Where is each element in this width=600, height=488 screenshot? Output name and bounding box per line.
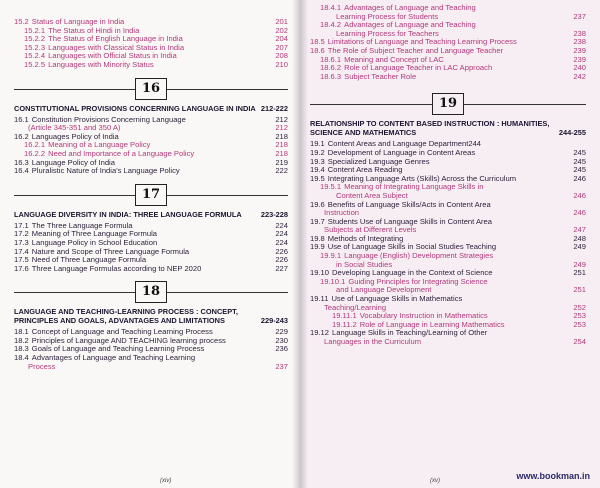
toc-entry-number: 19.5.1 xyxy=(320,182,342,192)
toc-entry-page: 218 xyxy=(275,148,288,158)
toc-entry xyxy=(14,363,288,372)
toc-entry-title: Goals of Language and Teaching Learning Process xyxy=(31,344,205,354)
toc-entry-page: 239 xyxy=(573,54,586,64)
toc-entry-page: 212 xyxy=(275,114,288,124)
toc-entry-title: Subjects at Different Levels xyxy=(324,225,417,235)
chapter-title-text: LANGUAGE AND TEACHING-LEARNING PROCESS : CONCEPT, PRINCIPLES AND GOALS, ADVANTAGES AND LIMITATIONS xyxy=(14,307,238,326)
toc-entry-title: Instruction xyxy=(324,208,360,218)
toc-entry-page: 246 xyxy=(573,190,586,200)
toc-entry-page: 245 xyxy=(573,147,586,157)
toc-entry-page: 227 xyxy=(275,263,288,273)
toc-entry-page: 226 xyxy=(275,255,288,265)
right-chapter xyxy=(310,81,586,346)
toc-entry-title: Role of Language Teacher in LAC Approach xyxy=(344,63,493,73)
toc-entry-page: 218 xyxy=(275,140,288,150)
book-gutter xyxy=(292,0,308,488)
toc-entry-title: Vocabulary Instruction in Mathematics xyxy=(359,311,488,321)
toc-entry xyxy=(14,167,288,176)
toc-entry-title: Subject Teacher Role xyxy=(344,71,417,81)
toc-entry-title: Content Area Reading xyxy=(327,165,403,175)
toc-entry-number: 18.4.1 xyxy=(320,3,342,12)
toc-entry-title: Meaning of Integrating Language Skills in xyxy=(344,182,484,192)
toc-entry-number: 16.2.1 xyxy=(24,140,46,150)
toc-entry-title: Language Policy of India xyxy=(31,157,115,167)
toc-entry-number: 17.5 xyxy=(14,255,29,265)
toc-entry-title: Development of Language in Content Areas xyxy=(327,147,476,157)
toc-entry-number: 18.6.3 xyxy=(320,71,342,81)
toc-entry-title: Use of Language Skills in Mathematics xyxy=(331,294,463,304)
chapter-number-box xyxy=(14,184,288,206)
toc-entry-page: 226 xyxy=(275,246,288,256)
toc-entry-title: Languages with Classical Status in India xyxy=(48,42,185,52)
toc-entry-title: Use of Language Skills in Social Studies Teaching xyxy=(327,242,497,252)
chapter-page-range: 223-228 xyxy=(260,209,288,219)
toc-entry-number: 18.3 xyxy=(14,344,29,354)
toc-entry-number: 16.2.2 xyxy=(24,148,46,158)
toc-entry-number: 16.1 xyxy=(14,114,29,124)
toc-entry-title: Constitution Provisions Concerning Language xyxy=(31,114,186,124)
toc-entry-page: 224 xyxy=(275,220,288,230)
chapter-page-range: 212-222 xyxy=(260,103,288,113)
toc-entry xyxy=(14,354,288,363)
toc-entry-title: Advantages of Language and Teaching Learning xyxy=(31,353,196,363)
toc-entry-title: Content Areas and Language Department244 xyxy=(327,139,482,149)
toc-entry-title: Meaning and Concept of LAC xyxy=(344,54,444,64)
toc-entry-page: 242 xyxy=(573,71,586,81)
toc-entry-number: 19.11.2 xyxy=(332,319,357,329)
toc-entry-number: 16.3 xyxy=(14,157,29,167)
toc-entry-number: 19.9.1 xyxy=(320,251,342,261)
toc-entry-number: 19.7 xyxy=(310,216,325,226)
toc-entry-number: 19.11.1 xyxy=(332,311,357,321)
toc-entry-title: Process xyxy=(28,361,56,371)
chapter-number-box xyxy=(14,281,288,303)
chapter-title xyxy=(14,210,288,219)
toc-entry-number: 19.4 xyxy=(310,165,325,175)
toc-entry-page: 202 xyxy=(275,25,288,35)
chapter-number-box xyxy=(310,93,586,115)
chapter-number: 17 xyxy=(135,184,167,206)
chapter-number: 16 xyxy=(135,78,167,100)
toc-entry-title: Specialized Language Genres xyxy=(327,156,430,166)
toc-entry-title: Languages Policy of India xyxy=(31,131,119,141)
toc-entry-page: 236 xyxy=(275,344,288,354)
toc-entry-number: 18.5 xyxy=(310,37,325,47)
toc-entry-page: 237 xyxy=(573,11,586,21)
toc-entry-page: 246 xyxy=(573,208,586,218)
toc-entry-number: 18.6.1 xyxy=(320,54,342,64)
toc-entry-title: Language (English) Development Strategies xyxy=(344,251,494,261)
toc-entry-number: 18.4 xyxy=(14,353,29,363)
toc-entry-title: Learning Process for Students xyxy=(336,11,439,21)
toc-entry-number: 19.6 xyxy=(310,199,325,209)
toc-entry-page: 246 xyxy=(573,173,586,183)
toc-entry-title: Advantages of Language and Teaching xyxy=(344,3,476,12)
toc-entry-title: Teaching/Learning xyxy=(324,302,387,312)
chapter-section xyxy=(14,281,288,371)
chapter-number: 19 xyxy=(432,93,464,115)
toc-entry-page: 249 xyxy=(573,259,586,269)
toc-entry-page: 254 xyxy=(573,337,586,346)
toc-entry-title: The Three Language Formula xyxy=(31,220,133,230)
toc-entry-title: Languages with Minority Status xyxy=(48,59,154,69)
chapter-title xyxy=(310,119,586,137)
toc-entry-number: 17.6 xyxy=(14,263,29,273)
chapter-page-range: 229-243 xyxy=(260,316,288,326)
toc-entry-page: 218 xyxy=(275,131,288,141)
toc-entry-page: 238 xyxy=(573,28,586,38)
spacer xyxy=(14,176,288,180)
toc-entry-title: Developing Language in the Context of Science xyxy=(332,268,493,278)
left-chapters xyxy=(14,70,288,372)
toc-entry-number: 15.2.2 xyxy=(24,34,46,44)
toc-entry-page: 251 xyxy=(573,268,586,278)
toc-entry-page: 247 xyxy=(573,225,586,235)
toc-entry-title: Meaning of a Language Policy xyxy=(48,140,151,150)
toc-entry-title: Concept of Language and Teaching Learning Process xyxy=(31,327,213,337)
toc-entry-title: Status of Language in India xyxy=(31,17,125,26)
toc-entry-page: 245 xyxy=(573,165,586,175)
toc-entry-page: 248 xyxy=(573,233,586,243)
toc-entry-page: 249 xyxy=(573,242,586,252)
toc-entry-page: 253 xyxy=(573,311,586,321)
toc-entry-title: The Status of Hindi in India xyxy=(48,25,140,35)
toc-entry-page: 219 xyxy=(275,157,288,167)
toc-entry-number: 18.2 xyxy=(14,335,29,345)
chapter-title xyxy=(14,104,288,113)
toc-entry-number: 19.9 xyxy=(310,242,325,252)
toc-entry-page: 210 xyxy=(275,59,288,69)
toc-entry-title: Principles of Language AND TEACHING learning process xyxy=(31,335,226,345)
chapter-title-text: CONSTITUTIONAL PROVISIONS CONCERNING LANGUAGE IN INDIA xyxy=(14,103,256,113)
toc-entry-number: 19.5 xyxy=(310,173,325,183)
toc-entry-number: 15.2.4 xyxy=(24,51,46,61)
toc-entry-number: 16.4 xyxy=(14,166,29,176)
toc-entry-number: 15.2.1 xyxy=(24,25,46,35)
toc-entry-title: The Role of Subject Teacher and Language Teacher xyxy=(327,45,504,55)
toc-entry-title: The Status of English Language in India xyxy=(48,34,183,44)
toc-entry xyxy=(14,265,288,274)
toc-entry-page: 222 xyxy=(275,166,288,176)
toc-entry-page: 253 xyxy=(573,319,586,329)
toc-entry-number: 19.1 xyxy=(310,139,325,149)
toc-entry-number: 15.2.5 xyxy=(24,59,46,69)
toc-entry-title: Students Use of Language Skills in Content Area xyxy=(327,216,492,226)
toc-entry-title: Content Area Subject xyxy=(336,190,408,200)
toc-entry-title: Need of Three Language Formula xyxy=(31,255,147,265)
toc-entry-page: 229 xyxy=(275,327,288,337)
right-page-number: (xv) xyxy=(430,478,440,484)
toc-entry-page: 208 xyxy=(275,51,288,61)
toc-entry-title: Guiding Principles for Integrating Science xyxy=(348,276,488,286)
toc-entry-title: Language Policy in School Education xyxy=(31,237,158,247)
toc-entry-number: 19.12 xyxy=(310,328,330,338)
toc-entry-title: Benefits of Language Skills/Acts in Content Area xyxy=(327,199,491,209)
chapter-title-text: RELATIONSHIP TO CONTENT BASED INSTRUCTION : HUMANITIES, SCIENCE AND MATHEMATICS xyxy=(310,119,550,138)
toc-entry-number: 19.8 xyxy=(310,233,325,243)
spacer xyxy=(310,81,586,89)
toc-entry-title: Nature and Scope of Three Language Formula xyxy=(31,246,190,256)
toc-entry-title: Integrating Language Arts (Skills) Across the Curriculum xyxy=(327,173,517,183)
toc-entry-page: 237 xyxy=(275,361,288,371)
chapter-title-text: LANGUAGE DIVERSITY IN INDIA: THREE LANGUAGE FORMULA xyxy=(14,209,242,219)
chapter-number: 18 xyxy=(135,281,167,303)
toc-entry-number: 19.2 xyxy=(310,147,325,157)
watermark: www.bookman.in xyxy=(516,471,590,481)
chapter-title xyxy=(14,307,288,325)
toc-entry xyxy=(310,338,586,347)
toc-entry-page: 224 xyxy=(275,237,288,247)
toc-entry-title: and Language Development xyxy=(336,285,432,295)
toc-entry-page: 239 xyxy=(573,45,586,55)
left-top-entries xyxy=(14,18,288,70)
toc-entry-number: 18.6.2 xyxy=(320,63,342,73)
toc-entry-title: Advantages of Language and Teaching xyxy=(344,20,476,30)
chapter-number-box xyxy=(14,78,288,100)
toc-entry-number: 19.10 xyxy=(310,268,330,278)
toc-entry-page: 212 xyxy=(275,123,288,133)
toc-entry-title: Limitations of Language and Teaching Learning Process xyxy=(327,37,517,47)
toc-entry-number: 17.2 xyxy=(14,229,29,239)
toc-entry-number: 18.4.2 xyxy=(320,20,342,30)
toc-entry-page: 238 xyxy=(573,37,586,47)
chapter-section xyxy=(14,78,288,176)
toc-entry-title: (Article 345-351 and 350 A) xyxy=(28,123,121,133)
right-page xyxy=(300,0,600,488)
toc-entry-title: Three Language Formulas according to NEP 2020 xyxy=(31,263,202,273)
toc-entry-title: Need and Importance of a Language Policy xyxy=(48,148,195,158)
chapter-section xyxy=(14,184,288,274)
chapter-page-range: 244-255 xyxy=(558,128,586,138)
toc-entry-number: 16.2 xyxy=(14,131,29,141)
chapter-section xyxy=(310,93,586,346)
toc-entry-title: Languages with Official Status in India xyxy=(48,51,177,61)
toc-entry-title: Learning Process for Teachers xyxy=(336,28,439,38)
toc-entry-number: 15.2 xyxy=(14,17,29,26)
toc-entry-title: in Social Studies xyxy=(336,259,393,269)
toc-entry-title: Languages in the Curriculum xyxy=(324,337,422,346)
toc-entry-number: 15.2.3 xyxy=(24,42,46,52)
spacer xyxy=(14,273,288,277)
toc-entry xyxy=(310,73,586,82)
spacer xyxy=(14,70,288,74)
left-page-number: (xiv) xyxy=(160,478,172,484)
toc-entry-title: Language Skills in Teaching/Learning of Other xyxy=(332,328,488,338)
toc-entry-page: 224 xyxy=(275,229,288,239)
toc-entry-title: Meaning of Three Language Formula xyxy=(31,229,158,239)
toc-entry-page: 207 xyxy=(275,42,288,52)
toc-entry-title: Role of Language in Learning Mathematics xyxy=(359,319,505,329)
toc-entry-page: 204 xyxy=(275,34,288,44)
toc-entry xyxy=(14,61,288,70)
toc-entry-page: 252 xyxy=(573,302,586,312)
toc-entry-page: 245 xyxy=(573,156,586,166)
toc-entry-number: 19.3 xyxy=(310,156,325,166)
toc-entry-number: 19.10.1 xyxy=(320,276,346,286)
toc-entry-number: 18.1 xyxy=(14,327,29,337)
toc-entry-number: 17.1 xyxy=(14,220,29,230)
toc-entry-page: 240 xyxy=(573,63,586,73)
toc-entry-title: Pluralistic Nature of India's Language Policy xyxy=(31,166,180,176)
toc-entry-page: 230 xyxy=(275,335,288,345)
toc-entry-number: 17.3 xyxy=(14,237,29,247)
toc-entry-page: 251 xyxy=(573,285,586,295)
toc-entry-number: 17.4 xyxy=(14,246,29,256)
toc-entry-page: 201 xyxy=(275,17,288,26)
toc-entry-title: Methods of Integrating xyxy=(327,233,404,243)
toc-entry-number: 18.6 xyxy=(310,45,325,55)
right-top-entries xyxy=(310,4,586,81)
toc-entry-number: 19.11 xyxy=(310,294,329,304)
